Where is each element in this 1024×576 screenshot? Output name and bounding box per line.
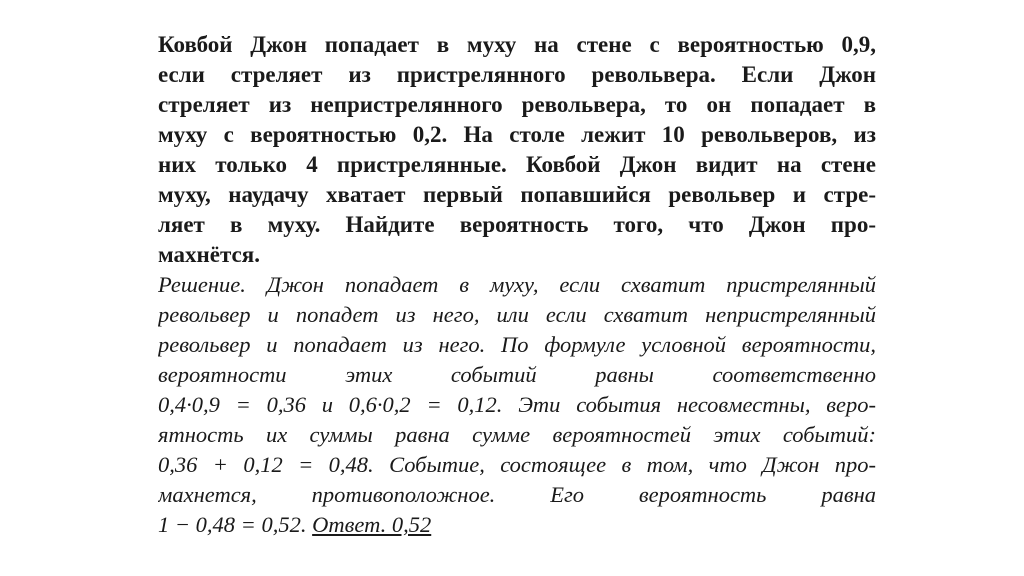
- problem-line: них только 4 пристрелянные. Ковбой Джон видит на стене: [158, 152, 876, 177]
- problem-line: если стреляет из пристрелянного револьвера. Если Джон: [158, 62, 876, 87]
- solution-line: револьвер и попадет из него, или если схватит непристрелянный: [158, 302, 876, 327]
- solution-line: ятность их суммы равна сумме вероятностей этих событий:: [158, 422, 876, 447]
- problem-line: муху, наудачу хватает первый попавшийся револьвер и стре-: [158, 182, 876, 207]
- problem-line: муху с вероятностью 0,2. На столе лежит 10 револьверов, из: [158, 122, 876, 147]
- problem-line: махнётся.: [158, 242, 260, 267]
- problem-line: ляет в муху. Найдите вероятность того, что Джон про-: [158, 212, 876, 237]
- solution-line: вероятности этих событий равны соответственно: [158, 362, 876, 387]
- solution-final-line: [158, 510, 876, 540]
- problem-line: Ковбой Джон попадает в муху на стене с вероятностью 0,9,: [158, 32, 876, 57]
- solution-line: Решение. Джон попадает в муху, если схватит пристрелянный: [158, 272, 876, 297]
- problem-line: стреляет из непристрелянного револьвера, то он попадает в: [158, 92, 876, 117]
- final-equation: 1 − 0,48 = 0,52.: [158, 512, 313, 537]
- solution-line: 0,36 + 0,12 = 0,48. Событие, состоящее в том, что Джон про-: [158, 452, 876, 477]
- solution-line: 0,4·0,9 = 0,36 и 0,6·0,2 = 0,12. Эти события несовместны, веро-: [158, 392, 876, 417]
- solution-line: махнется, противоположное. Его вероятность равна: [158, 482, 876, 507]
- answer-label: Ответ. 0,52: [312, 512, 432, 537]
- solution-text: [158, 270, 876, 540]
- problem-statement: [158, 30, 876, 270]
- slide-content: [158, 30, 876, 540]
- solution-line: револьвер и попадает из него. По формуле условной вероятности,: [158, 332, 876, 357]
